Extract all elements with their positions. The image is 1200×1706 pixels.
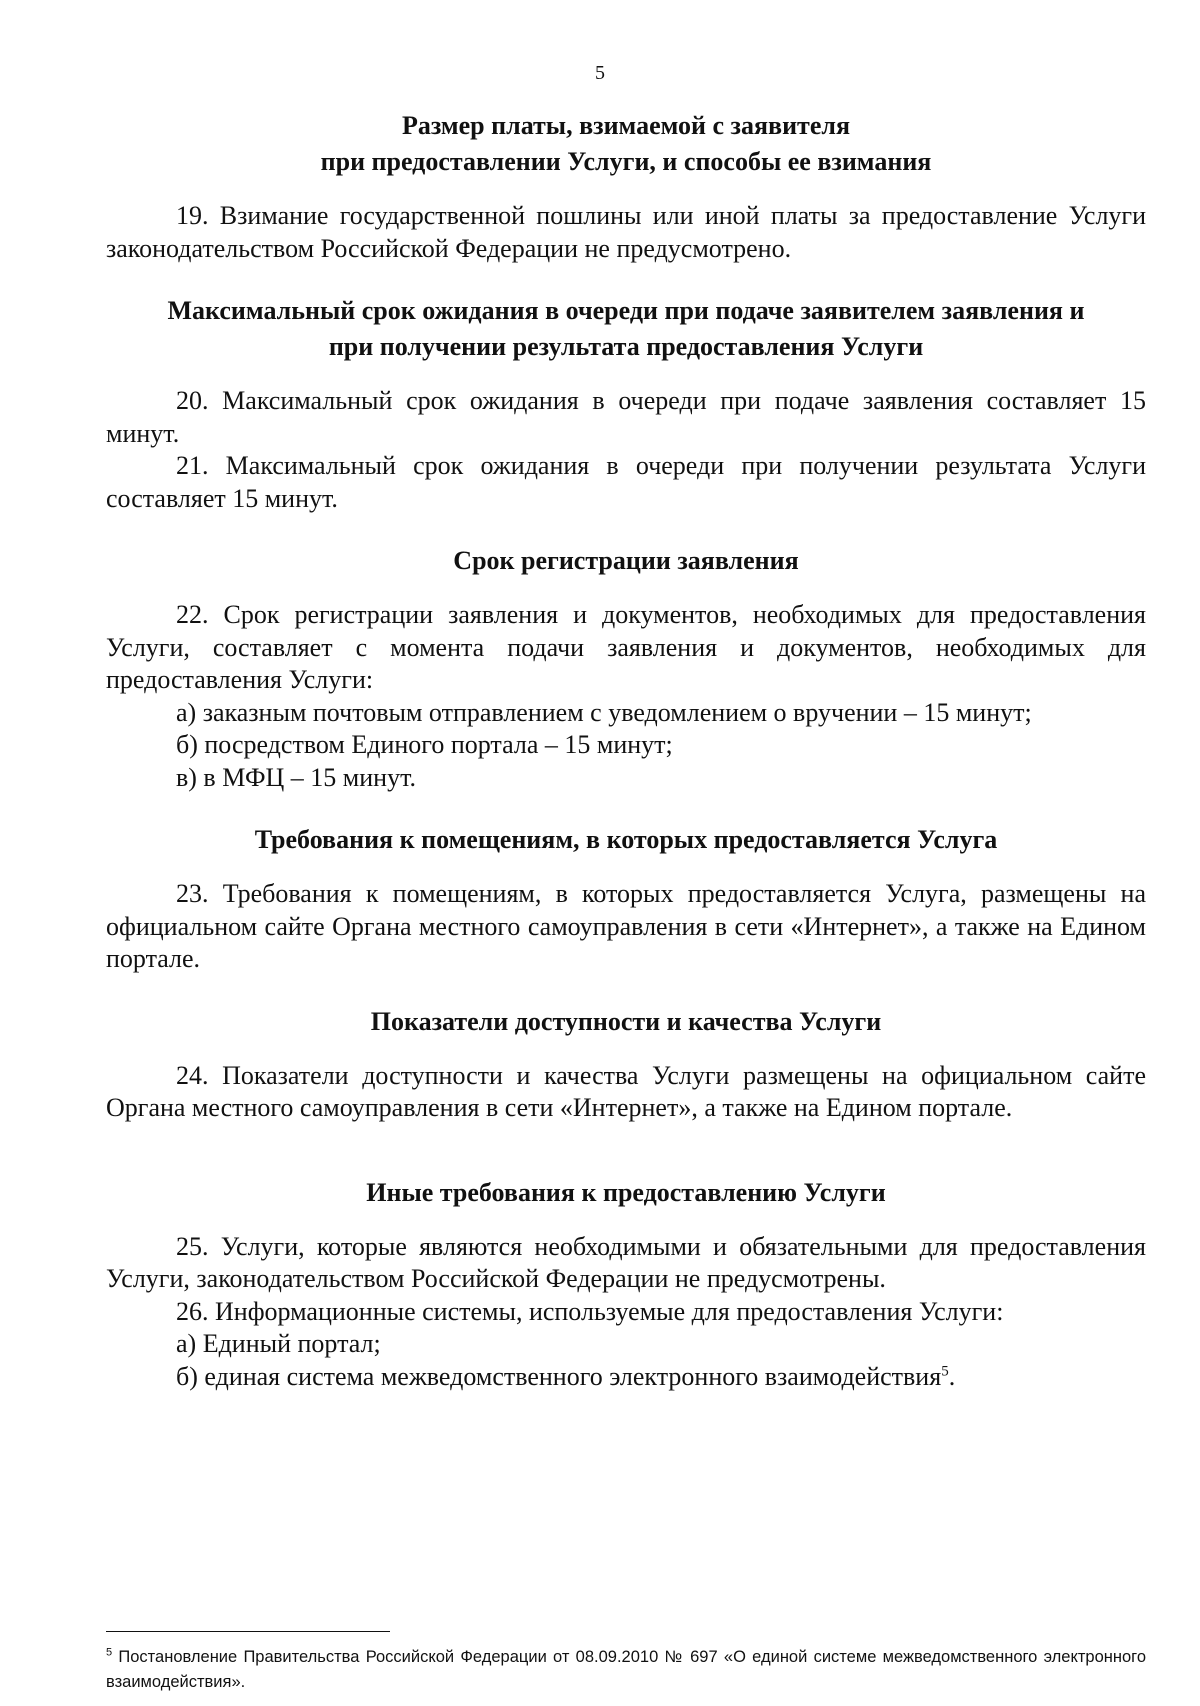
footnote-marker: 5 [106, 1646, 113, 1659]
section-heading: Требования к помещениям, в которых предоставляется Услуга [254, 825, 998, 854]
section-heading: Размер платы, взимаемой с заявителя [401, 111, 851, 140]
section-heading: Максимальный срок ожидания в очереди при подаче заявителем заявления и [167, 296, 1085, 325]
document-body [106, 108, 1146, 1393]
paragraph-24: 24. Показатели доступности и качества Услуги размещены на официальном сайте Органа местного самоуправления в сети «Интернет», а также на Едином портале. [106, 1060, 1146, 1122]
section-fee [106, 108, 1146, 265]
footnote [106, 1645, 1146, 1695]
section-premises-requirements [106, 822, 1146, 976]
list-item-text: б) единая система межведомственного электронного взаимодействия [176, 1361, 942, 1391]
page-number: 5 [595, 62, 605, 84]
list-item-end: . [948, 1361, 956, 1391]
list-item: а) заказным почтовым отправлением с уведомлением о вручении – 15 минут; [176, 697, 1032, 727]
paragraph-22: 22. Срок регистрации заявления и документов, необходимых для предоставления Услуги, составляет с момента подачи заявления и документов, необходимых для предоставления Услуги: [106, 600, 1146, 694]
section-accessibility-indicators [106, 1004, 1146, 1125]
paragraph-26: 26. Информационные системы, используемые для предоставления Услуги: [176, 1296, 1004, 1326]
footnote-reference[interactable]: 5 [941, 1362, 949, 1379]
section-heading: при предоставлении Услуги, и способы ее взимания [320, 147, 932, 176]
list-item: б) посредством Единого портала – 15 минут; [176, 730, 673, 759]
paragraph-21: 21. Максимальный срок ожидания в очереди при получении результата Услуги составляет 15 минут. [106, 451, 1146, 513]
section-heading: Показатели доступности и качества Услуги [370, 1006, 882, 1036]
footnote-separator [106, 1631, 390, 1632]
section-heading: при получении результата предоставления Услуги [328, 332, 924, 361]
section-heading: Срок регистрации заявления [453, 546, 799, 575]
paragraph-19: 19. Взимание государственной пошлины или иной платы за предоставление Услуги законодательством Российской Федерации не предусмотрено. [106, 201, 1146, 263]
paragraph-20: 20. Максимальный срок ожидания в очереди при подаче заявления составляет 15 минут. [106, 386, 1146, 448]
paragraph-23: 23. Требования к помещениям, в которых предоставляется Услуга, размещены на официальном сайте Органа местного самоуправления в сети «Интернет», а также на Едином портале. [106, 879, 1146, 973]
footnote-text: Постановление Правительства Российской Федерации от 08.09.2010 № 697 «О единой системе межведомственного электронного взаимодействия». [106, 1648, 1146, 1691]
section-registration-time [106, 543, 1146, 794]
paragraph-25: 25. Услуги, которые являются необходимыми и обязательными для предоставления Услуги, законодательством Российской Федерации не предусмотрены. [106, 1231, 1146, 1293]
section-heading: Иные требования к предоставлению Услуги [366, 1177, 886, 1207]
list-item: а) Единый портал; [176, 1329, 381, 1358]
section-other-requirements [106, 1175, 1146, 1394]
section-queue-time [106, 293, 1146, 515]
list-item: в) в МФЦ – 15 минут. [176, 762, 416, 792]
list-item [106, 1361, 1146, 1394]
